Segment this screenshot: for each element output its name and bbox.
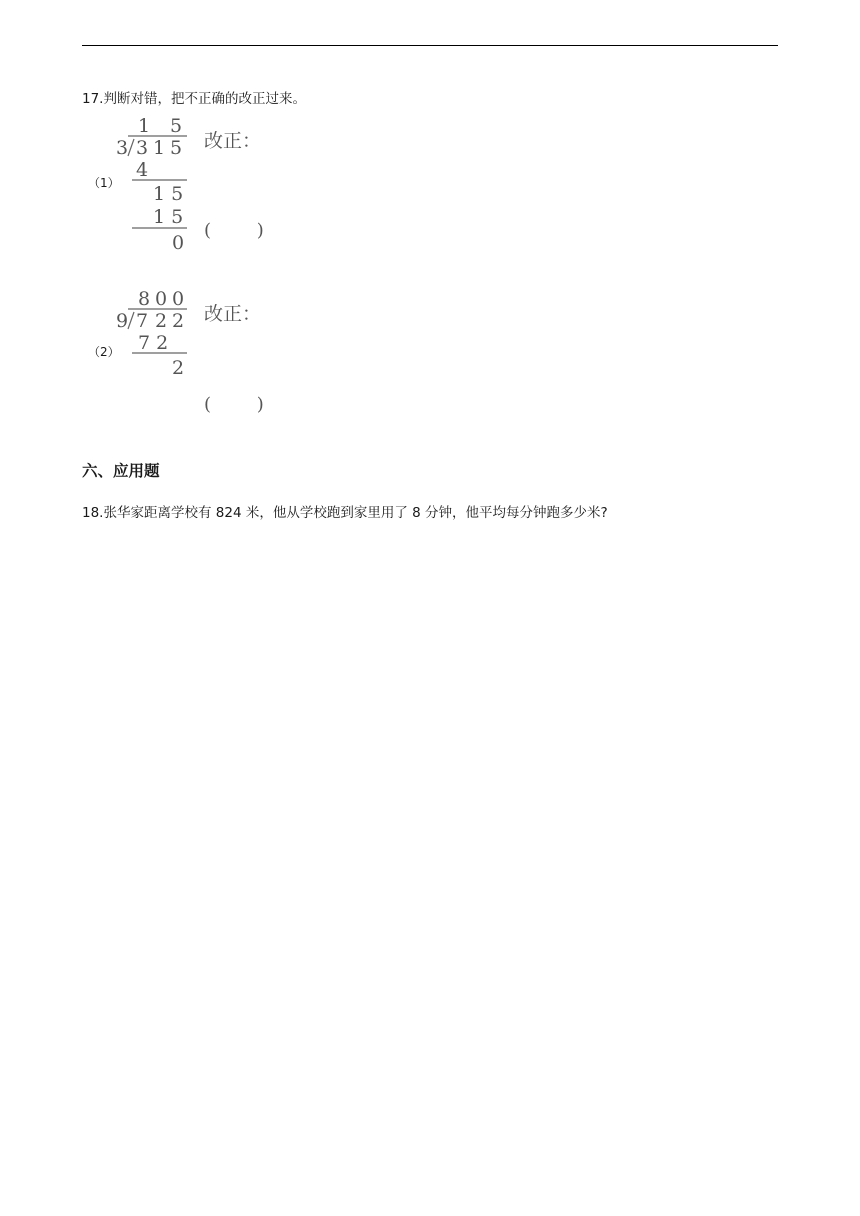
- item-1-label: （1）: [88, 176, 120, 190]
- question-17-title: 17.判断对错，把不正确的改正过来。: [82, 91, 306, 107]
- item-2-dividend-digit-1: 7: [136, 310, 149, 332]
- item-1-step-1: 4: [136, 159, 149, 181]
- item-1-quotient-digit-1: 1: [138, 115, 151, 137]
- item-2-quotient-digit-1: 8: [138, 288, 151, 310]
- item-2-step-2: 2: [172, 357, 185, 379]
- item-2-judgment-parentheses: ( ): [204, 394, 264, 415]
- item-2-dividend-digit-3: 2: [172, 310, 185, 332]
- item-1-step-4: 0: [172, 232, 185, 252]
- item-2-dividend-digit-2: 2: [155, 310, 168, 332]
- item-2-quotient-digit-2: 0: [155, 288, 168, 310]
- item-2-division-figure: [108, 285, 288, 424]
- item-1-step-3: 1 5: [153, 206, 184, 228]
- item-1-divisor: 3: [116, 137, 129, 159]
- header-rule: [82, 45, 778, 46]
- item-2-division-bracket: [128, 312, 134, 329]
- item-2-label: （2）: [88, 345, 120, 359]
- item-2-divisor: 9: [116, 310, 129, 332]
- item-1-step-2: 1 5: [153, 183, 184, 205]
- section-6-heading: 六、应用题: [82, 462, 160, 480]
- item-2-step-1: 7 2: [138, 332, 169, 354]
- item-1-dividend-digit-2: 1: [153, 137, 166, 159]
- item-1-division-figure: [108, 112, 288, 256]
- item-1-quotient-digit-2: 5: [170, 115, 183, 137]
- question-18-text: 18.张华家距离学校有 824 米，他从学校跑到家里用了 8 分钟，他平均每分钟跑多少米?: [82, 505, 608, 521]
- item-1-dividend-digit-3: 5: [170, 137, 183, 159]
- item-1-judgment-parentheses: ( ): [204, 220, 264, 241]
- item-2-correction-label: 改正：: [204, 303, 262, 325]
- item-1-division-bracket: [128, 139, 134, 156]
- item-1-correction-label: 改正：: [204, 130, 262, 152]
- item-1-dividend-digit-1: 3: [136, 137, 149, 159]
- item-2-quotient-digit-3: 0: [172, 288, 185, 310]
